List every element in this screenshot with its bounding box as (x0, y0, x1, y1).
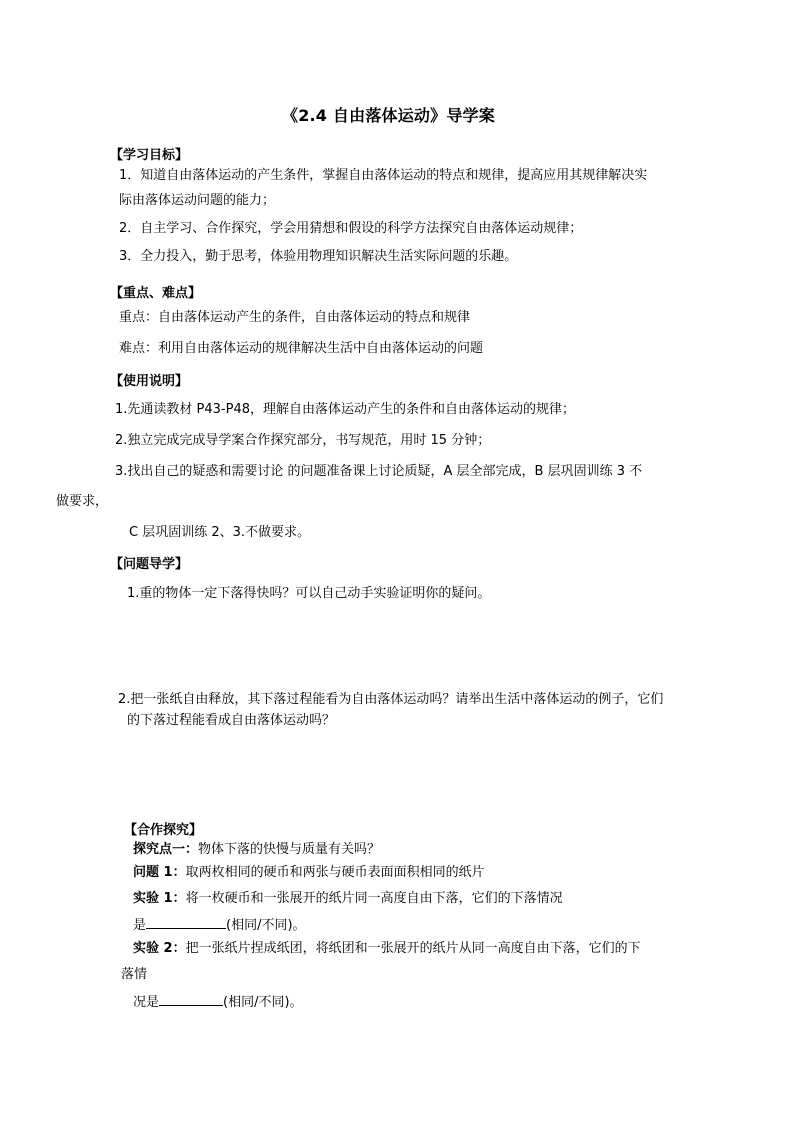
objective-item-3: 3．全力投入，勤于思考，体验用物理知识解决生活实际问题的乐趣。 (119, 249, 518, 264)
experiment-2-text: 把一张纸片捏成纸团，将纸团和一张展开的纸片从同一高度自由下落，它们的下 (185, 941, 641, 956)
problem-1 (133, 864, 485, 882)
objectives-heading: 【学习目标】 (110, 148, 189, 163)
experiment-2-label: 实验 2： (133, 941, 186, 956)
instructions-heading: 【使用说明】 (110, 374, 189, 389)
instruction-item-3-continued: 做要求， (56, 494, 109, 509)
objective-item-1-continued: 际由落体运动问题的能力； (119, 193, 276, 208)
experiment-1-answer (133, 915, 306, 935)
difficult-point: 难点：利用自由落体运动的规律解决生活中自由落体运动的问题 (119, 341, 484, 356)
key-points-heading: 【重点、难点】 (110, 286, 202, 301)
experiment-2-blank[interactable] (159, 992, 223, 1006)
experiment-2-prefix: 况是 (133, 995, 160, 1010)
experiment-2 (133, 940, 641, 958)
experiment-1-prefix: 是 (133, 918, 147, 933)
guide-question-1: 1.重的物体一定下落得快吗？可以自己动手实验证明你的疑问。 (127, 586, 491, 601)
inquiry-point-1 (133, 841, 380, 859)
inquiry-point-1-text: 物体下落的快慢与质量有关吗？ (198, 842, 381, 857)
instruction-item-1: 1.先通读教材 P43-P48，理解自由落体运动产生的条件和自由落体运动的规律； (115, 402, 575, 417)
experiment-1-label: 实验 1： (133, 891, 186, 906)
experiment-2-answer (133, 992, 303, 1012)
instruction-item-3: 3.找出自己的疑惑和需要讨论 的问题准备课上讨论质疑，A 层全部完成，B 层巩固训练 3 不 (115, 464, 643, 479)
instruction-item-2: 2.独立完成完成导学案合作探究部分，书写规范，用时 15 分钟； (115, 433, 491, 448)
key-point: 重点：自由落体运动产生的条件，自由落体运动的特点和规律 (119, 310, 471, 325)
cooperate-heading: 【合作探究】 (124, 823, 203, 838)
page-title: 《2.4 自由落体运动》导学案 (282, 106, 495, 125)
experiment-2-continued: 落情 (121, 967, 148, 982)
guide-question-2-continued: 的下落过程能看成自由落体运动吗？ (127, 713, 336, 728)
guide-heading: 【问题导学】 (110, 557, 189, 572)
objective-item-2: 2．自主学习、合作探究，学会用猜想和假设的科学方法探究自由落体运动规律； (119, 221, 583, 236)
problem-1-text: 取两枚相同的硬币和两张与硬币表面面积相同的纸片 (185, 865, 485, 880)
problem-1-label: 问题 1： (133, 865, 186, 880)
guide-question-2: 2.把一张纸自由释放，其下落过程能看为自由落体运动吗？请举出生活中落体运动的例子，它们 (118, 692, 664, 707)
objective-item-1: 1．知道自由落体运动的产生条件，掌握自由落体运动的特点和规律，提高应用其规律解决实 (119, 168, 648, 183)
experiment-1-suffix: (相同/不同)。 (226, 918, 306, 933)
experiment-1-blank[interactable] (146, 915, 226, 929)
experiment-1-text: 将一枚硬币和一张展开的纸片同一高度自由下落，它们的下落情况 (185, 891, 563, 906)
experiment-2-suffix: (相同/不同)。 (223, 995, 303, 1010)
experiment-1 (133, 890, 563, 908)
inquiry-point-1-label: 探究点一： (133, 842, 199, 857)
instruction-item-3-note: C 层巩固训练 2、3.不做要求。 (129, 525, 311, 540)
